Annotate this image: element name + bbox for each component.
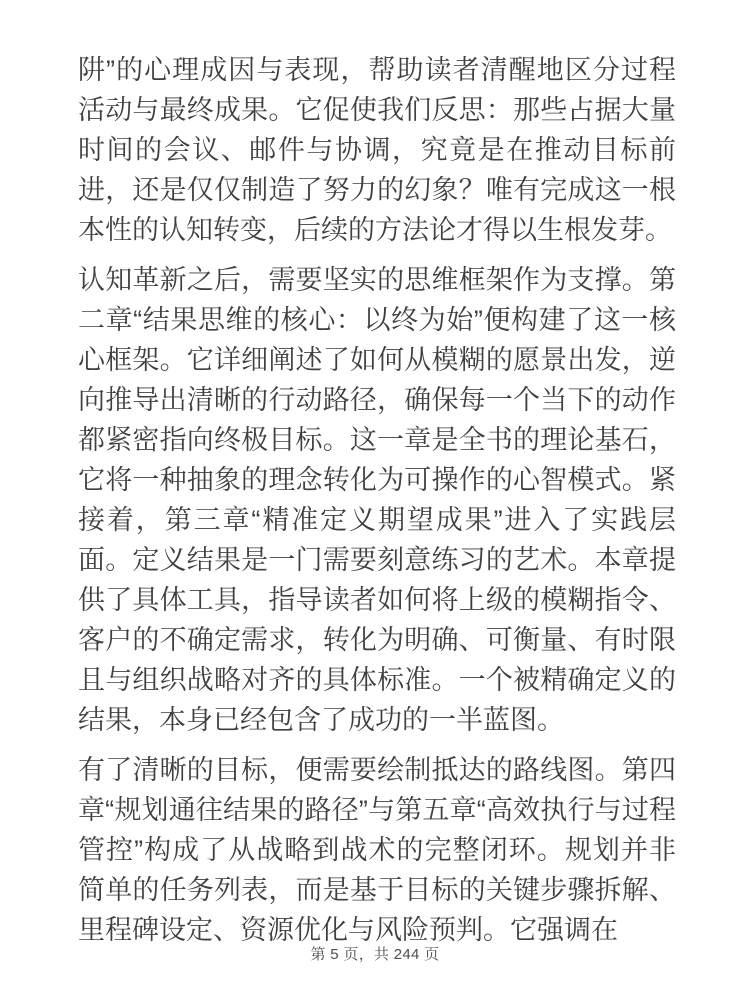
page-number-text: 第 5 页，共 244 页 <box>310 946 440 963</box>
paragraph: 阱”的心理成因与表现，帮助读者清醒地区分过程活动与最终成果。它促使我们反思：那些占据大量时间的会议、邮件与协调，究竟是在推动目标前进，还是仅仅制造了努力的幻象？唯有完成这一根本性的认知转变，后续的方法论才得以生根发芽。 <box>78 55 676 245</box>
page-text <box>78 50 676 960</box>
paragraph: 认知革新之后，需要坚实的思维框架作为支撑。第二章“结果思维的核心：以终为始”便构建了这一核心框架。它详细阐述了如何从模糊的愿景出发，逆向推导出清晰的行动路径，确保每一个当下的动作都紧密指向终极目标。这一章是全书的理论基石，它将一种抽象的理念转化为可操作的心智模式。紧接着，第三章“精准定义期望成果”进入了实践层面。定义结果是一门需要刻意练习的艺术。本章提供了具体工具，指导读者如何将上级的模糊指令、客户的不确定需求，转化为明确、可衡量、有时限且与组织战略对齐的具体标准。一个被精确定义的结果，本身已经包含了成功的一半蓝图。 <box>78 265 676 735</box>
page-footer <box>0 946 750 964</box>
paragraph: 有了清晰的目标，便需要绘制抵达的路线图。第四章“规划通往结果的路径”与第五章“高效执行与过程管控”构成了从战略到战术的完整闭环。规划并非简单的任务列表，而是基于目标的关键步骤拆解、里程碑设定、资源优化与风险预判。它强调在 <box>78 755 676 945</box>
